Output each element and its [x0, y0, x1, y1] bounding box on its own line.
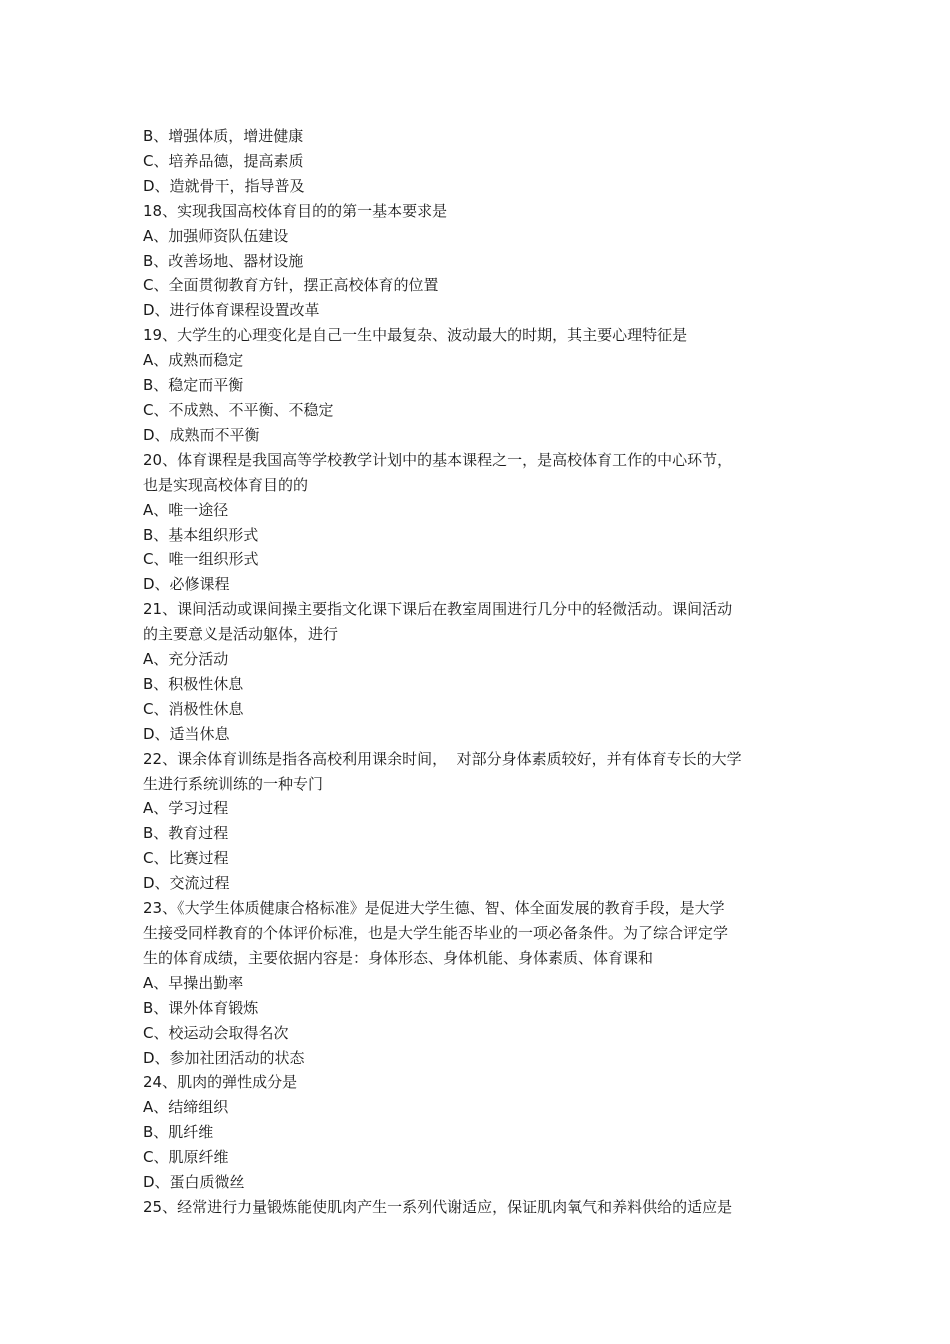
option-item: A、加强师资队伍建设 [143, 226, 289, 245]
question-block [143, 747, 811, 896]
option-item: B、改善场地、器材设施 [143, 251, 304, 270]
option-item: B、肌纤维 [143, 1123, 214, 1142]
option-list [143, 348, 811, 448]
option-item: D、造就骨干，指导普及 [143, 176, 305, 195]
option-list [143, 796, 811, 896]
question-block [143, 896, 811, 1070]
option-item: C、肌原纤维 [143, 1148, 229, 1167]
option-item: A、结缔组织 [143, 1098, 229, 1117]
option-item: B、教育过程 [143, 824, 229, 843]
option-list [143, 1095, 811, 1195]
option-list [143, 498, 811, 598]
question-block [143, 448, 811, 597]
question-stem-line: 也是实现高校体育目的的 [143, 475, 309, 494]
question-list [143, 124, 811, 1220]
option-item: D、交流过程 [143, 874, 230, 893]
option-item: B、基本组织形式 [143, 525, 259, 544]
question-stem [143, 896, 811, 971]
option-item: C、全面贯彻教育方针，摆正高校体育的位置 [143, 276, 439, 295]
question-stem [143, 747, 811, 797]
question-stem [143, 1070, 811, 1095]
question-block [143, 323, 811, 448]
question-stem-line: 24、肌肉的弹性成分是 [143, 1073, 298, 1092]
question-block [143, 199, 811, 324]
question-stem-line: 生接受同样教育的个体评价标准，也是大学生能否毕业的一项必备条件。为了综合评定学 [143, 924, 729, 942]
option-item: C、不成熟、不平衡、不稳定 [143, 400, 334, 419]
option-item: B、增强体质，增进健康 [143, 127, 304, 145]
option-item: D、蛋白质微丝 [143, 1173, 245, 1192]
option-item: A、学习过程 [143, 799, 229, 818]
option-list [143, 971, 811, 1071]
question-stem [143, 448, 811, 498]
question-stem-line: 19、大学生的心理变化是自己一生中最复杂、波动最大的时期，其主要心理特征是 [143, 326, 688, 345]
question-stem-line: 22、课余体育训练是指各高校利用课余时间， 对部分身体素质较好，并有体育专长的大学 [143, 749, 742, 768]
question-stem-line: 20、体育课程是我国高等学校教学计划中的基本课程之一，是高校体育工作的中心环节， [143, 450, 733, 469]
question-stem-line: 21、课间活动或课间操主要指文化课下课后在教室周围进行几分中的轻微活动。课间活动 [143, 600, 733, 619]
option-item: C、培养品德，提高素质 [143, 151, 304, 170]
option-item: B、积极性休息 [143, 674, 244, 693]
option-item: B、稳定而平衡 [143, 376, 244, 395]
question-stem-line: 25、经常进行力量锻炼能使肌肉产生一系列代谢适应，保证肌肉氧气和养料供给的适应是 [143, 1197, 733, 1216]
option-list [143, 647, 811, 747]
option-item: D、进行体育课程设置改革 [143, 301, 320, 320]
option-list [143, 224, 811, 324]
question-stem [143, 597, 811, 647]
option-item: D、必修课程 [143, 575, 230, 594]
question-stem-line: 生的体育成绩，主要依据内容是：身体形态、身体机能、身体素质、体育课和 [143, 948, 654, 967]
question-stem-line: 生进行系统训练的一种专门 [143, 774, 324, 793]
question-stem-line: 的主要意义是活动躯体，进行 [143, 625, 339, 644]
question-stem [143, 199, 811, 224]
question-block [143, 1195, 811, 1220]
option-item: C、比赛过程 [143, 849, 229, 868]
option-item: A、充分活动 [143, 650, 229, 669]
option-item: A、唯一途径 [143, 500, 229, 519]
question-stem [143, 1195, 811, 1220]
option-item: B、课外体育锻炼 [143, 998, 259, 1017]
question-stem-line: 23、《大学生体质健康合格标准》是促进大学生德、智、体全面发展的教育手段，是大学 [143, 899, 725, 918]
lead-option-list [143, 124, 811, 199]
question-block [143, 1070, 811, 1195]
question-stem [143, 323, 811, 348]
question-stem-line: 18、实现我国高校体育目的的第一基本要求是 [143, 201, 448, 220]
option-item: A、成熟而稳定 [143, 351, 244, 370]
option-item: C、唯一组织形式 [143, 550, 259, 569]
option-item: A、早操出勤率 [143, 973, 244, 992]
option-item: D、成熟而不平衡 [143, 425, 260, 444]
option-item: D、适当休息 [143, 724, 230, 743]
question-block [143, 597, 811, 746]
option-item: C、校运动会取得名次 [143, 1023, 289, 1042]
option-item: C、消极性休息 [143, 699, 244, 718]
option-item: D、参加社团活动的状态 [143, 1048, 305, 1067]
